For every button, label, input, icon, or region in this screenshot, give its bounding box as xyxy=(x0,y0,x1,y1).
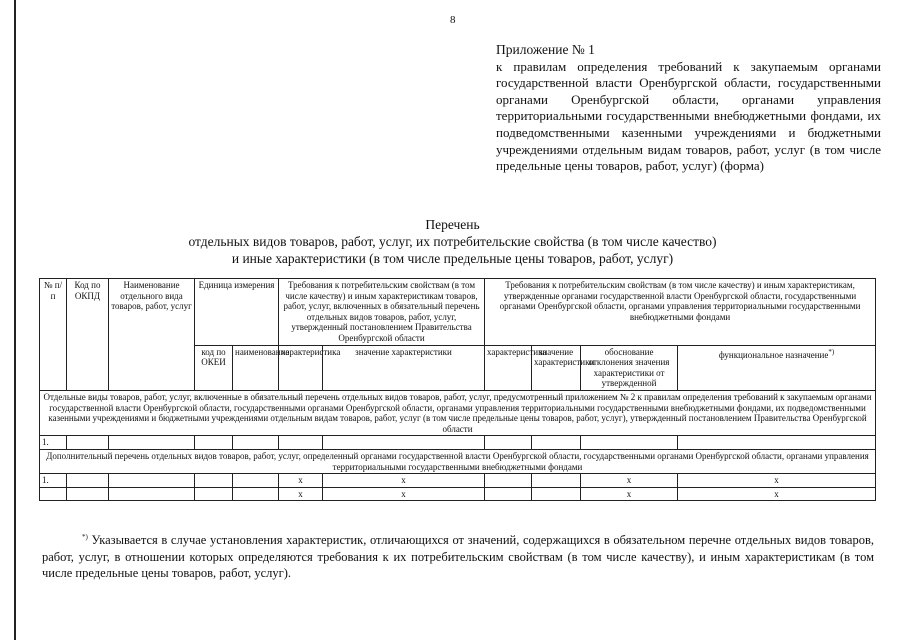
col-header-purpose xyxy=(678,345,876,390)
col-header-name: Наименование отдельного вида товаров, работ, услуг xyxy=(109,279,195,391)
section-additional-text: Дополнительный перечень отдельных видов товаров, работ, услуг, определенный органами государственной власти Оренбургской области, государственными органами Оренбургской области, органами управления территориальными государственными внебюджетными фондами xyxy=(40,449,876,473)
table-cell xyxy=(678,436,876,450)
x-cell: x xyxy=(581,487,678,501)
table-cell xyxy=(485,436,532,450)
table-row xyxy=(40,487,876,501)
table-cell xyxy=(233,474,279,488)
table-cell xyxy=(109,487,195,501)
col-header-value-org: значение характеристики xyxy=(532,345,581,390)
table-cell xyxy=(532,436,581,450)
col-header-char-org: характеристика xyxy=(485,345,532,390)
table-cell xyxy=(195,474,233,488)
requirements-table xyxy=(39,278,876,501)
section-row-additional xyxy=(40,449,876,473)
table-cell xyxy=(532,474,581,488)
table-cell xyxy=(67,436,109,450)
row-num: 1. xyxy=(40,436,67,450)
table-cell xyxy=(581,436,678,450)
x-cell: x xyxy=(581,474,678,488)
table-cell xyxy=(279,436,323,450)
table-cell xyxy=(323,436,485,450)
table-cell xyxy=(67,474,109,488)
appendix-title: Приложение № 1 xyxy=(496,42,595,57)
table-cell xyxy=(67,487,109,501)
table-cell xyxy=(532,487,581,501)
col-header-req-org: Требования к потребительским свойствам (в том числе качеству) и иным характеристикам, утвержденные органами государственной власти Оренбургской области, государственными органами Оренбургской области, органами управления территориальными государственными внебюджетными фондами xyxy=(485,279,876,346)
col-header-req-gov: Требования к потребительским свойствам (в том числе качеству) и иным характеристикам товаров, работ, услуг, включенных в обязательный перечень отдельных видов товаров, работ, услуг, утвержденный постановлением Правительства Оренбургской области xyxy=(279,279,485,346)
table-row xyxy=(40,436,876,450)
x-cell: x xyxy=(279,487,323,501)
table-row xyxy=(40,474,876,488)
table-cell xyxy=(195,436,233,450)
col-header-num: № п/п xyxy=(40,279,67,391)
table-cell xyxy=(485,487,532,501)
table-header-row xyxy=(40,279,876,346)
table-cell xyxy=(233,487,279,501)
col-header-unit-name: наименование xyxy=(233,345,279,390)
table-cell xyxy=(109,474,195,488)
footnote xyxy=(42,529,874,582)
x-cell: x xyxy=(323,474,485,488)
page-number: 8 xyxy=(450,14,456,26)
section-mandatory-text: Отдельные виды товаров, работ, услуг, включенные в обязательный перечень отдельных видов товаров, работ, услуг, предусмотренный приложением № 2 к правилам определения требований к закупаемым органами государственной власти Оренбургской области, государственными органами Оренбургской области, органами управления территориальными государственными внебюджетными фондами, их подведомственными казенными учреждениями и бюджетными учреждениями отдельным видам товаров, работ, услуг (в том числе предельные цены товаров, работ, услуг), утвержденный постановлением Правительства Оренбургской области xyxy=(40,390,876,435)
col-header-char-gov: характеристика xyxy=(279,345,323,390)
table-cell xyxy=(233,436,279,450)
appendix-body: к правилам определения требований к закупаемым органами государственной власти Оренбургской области, государственными органами Оренбургской области, органами управления территориальными государственными внебюджетными фондами, их подведомственными казенными учреждениями и бюджетными учреждениями отдельным видам товаров, работ, услуг (в том числе предельные цены товаров, работ, услуг) (форма) xyxy=(496,58,881,174)
col-header-okpd: Код по ОКПД xyxy=(67,279,109,391)
x-cell: x xyxy=(279,474,323,488)
section-row-mandatory xyxy=(40,390,876,435)
col-header-okei-code: код по ОКЕИ xyxy=(195,345,233,390)
table-cell xyxy=(109,436,195,450)
col-header-value-gov: значение характеристики xyxy=(323,345,485,390)
row-num: 1. xyxy=(40,474,67,488)
table-cell xyxy=(195,487,233,501)
footnote-marker: *) xyxy=(828,347,835,356)
document-heading-line-2: отдельных видов товаров, работ, услуг, их потребительские свойства (в том числе качество) xyxy=(188,234,717,249)
document-heading-title: Перечень xyxy=(425,217,480,232)
col-header-unit: Единица измерения xyxy=(195,279,279,346)
left-margin-rule xyxy=(14,0,16,640)
footnote-mark: *) xyxy=(82,533,88,541)
document-heading-line-3: и иные характеристики (в том числе предельные цены товаров, работ, услуг) xyxy=(231,251,674,266)
x-cell: x xyxy=(678,474,876,488)
col-header-purpose-label: функциональное назначение xyxy=(718,349,829,360)
col-header-justification: обоснование отклонения значения характеристики от утвержденной xyxy=(581,345,678,390)
table-cell xyxy=(485,474,532,488)
table-cell xyxy=(40,487,67,501)
x-cell: x xyxy=(323,487,485,501)
appendix-block xyxy=(496,42,881,175)
x-cell: x xyxy=(678,487,876,501)
footnote-text: Указывается в случае установления характеристик, отличающихся от значений, содержащихся в обязательном перечне отдельных видов товаров, работ, услуг, в отношении которых определяются требования к их потребительским свойствам (в том числе качеству), и иным характеристикам (в том числе предельные цены товаров, работ, услуг). xyxy=(42,533,874,581)
